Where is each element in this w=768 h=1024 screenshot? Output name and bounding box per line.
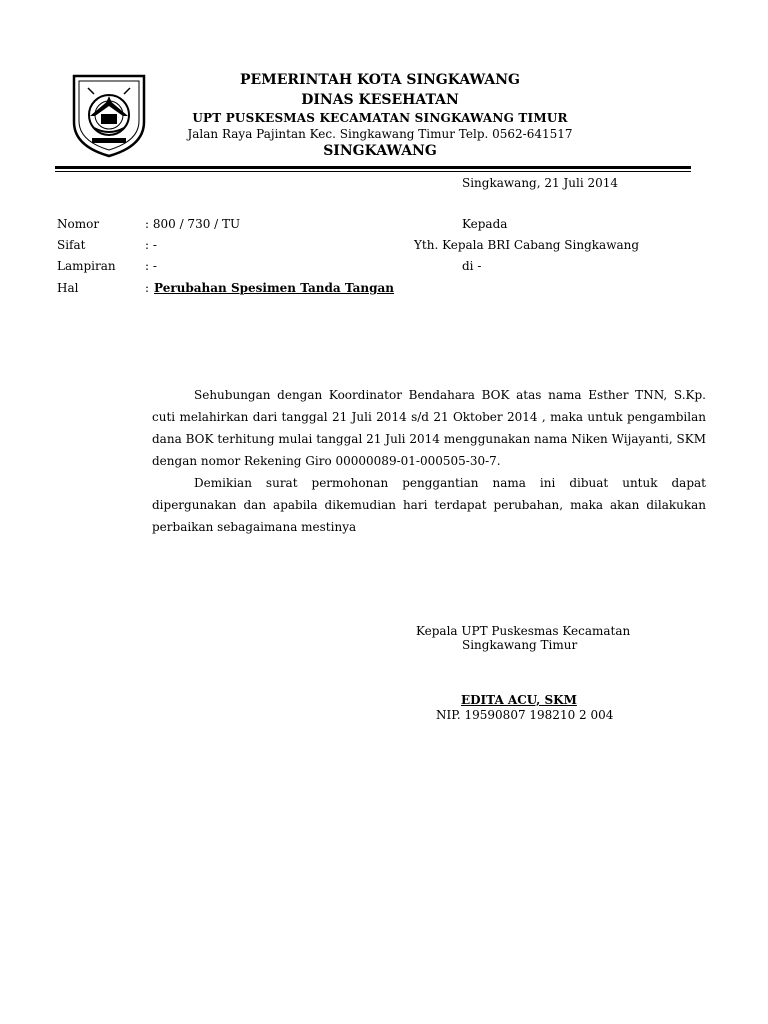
letterhead-city: SINGKAWANG (323, 143, 437, 159)
signatory-name: EDITA ACU, SKM (461, 693, 577, 707)
letterhead-address: Jalan Raya Pajintan Kec. Singkawang Timur Telp. 0562-641517 (187, 127, 573, 141)
hal-subject: Perubahan Spesimen Tanda Tangan (154, 281, 394, 295)
signatory-nip: NIP. 19590807 198210 2 004 (436, 708, 614, 722)
letterhead-rule-thick (55, 166, 691, 169)
body-paragraph-1: Sehubungan dengan Koordinator Bendahara BOK atas nama Esther TNN, S.Kp. cuti melahirkan dari tanggal 21 Juli 2014 s/d 21 Oktober 2014 , maka untuk pengambilan dana BOK terhitung mulai tanggal 21 Juli 2014 menggunakan nama Niken Wijayanti, SKM dengan nomor Rekening Giro 00000089-01-000505-30-7. (152, 388, 706, 468)
letter-date: Singkawang, 21 Juli 2014 (462, 176, 619, 190)
hal-label: Hal (57, 281, 79, 295)
lampiran-value: : - (145, 259, 157, 273)
signature-title-line1: Kepala UPT Puskesmas Kecamatan (416, 624, 631, 638)
recipient-name: Yth. Kepala BRI Cabang Singkawang (414, 238, 640, 252)
lampiran-label: Lampiran (57, 259, 116, 273)
body-paragraph-2: Demikian surat permohonan penggantian nama ini dibuat untuk dapat dipergunakan dan apabila dikemudian hari terdapat perubahan, maka akan dilakukan perbaikan sebagaimana mestinya (152, 476, 706, 534)
letterhead-unit: UPT PUSKESMAS KECAMATAN SINGKAWANG TIMUR (192, 111, 568, 125)
recipient-location: di - (462, 259, 482, 273)
sifat-label: Sifat (57, 238, 86, 252)
sifat-value: : - (145, 238, 157, 252)
hal-colon: : (145, 281, 150, 295)
signature-title-line2: Singkawang Timur (462, 638, 578, 652)
letterhead-rule-thin (55, 171, 691, 172)
nomor-value: : 800 / 730 / TU (145, 217, 241, 231)
recipient-kepada: Kepada (462, 217, 508, 231)
nomor-label: Nomor (57, 217, 100, 231)
letterhead-government: PEMERINTAH KOTA SINGKAWANG (240, 72, 520, 88)
letterhead-department: DINAS KESEHATAN (301, 92, 459, 108)
